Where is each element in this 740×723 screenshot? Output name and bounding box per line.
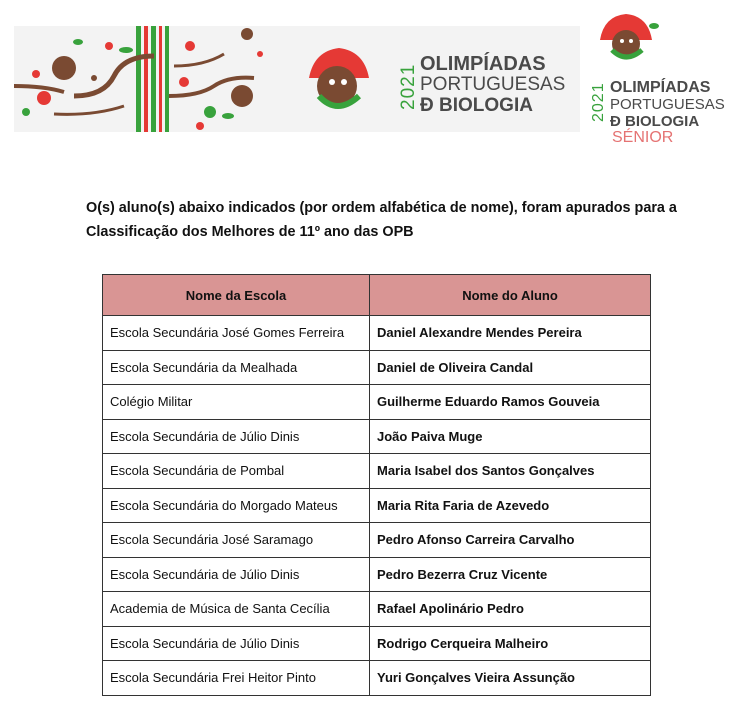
student-cell: Maria Rita Faria de Azevedo <box>370 488 651 523</box>
school-cell: Escola Secundária da Mealhada <box>103 350 370 385</box>
header-student: Nome do Aluno <box>370 275 651 316</box>
logo-subtitle: PORTUGUESAS <box>420 74 566 95</box>
school-cell: Escola Secundária José Gomes Ferreira <box>103 316 370 351</box>
logo-biologia <box>420 96 533 115</box>
school-cell: Academia de Música de Santa Cecília <box>103 592 370 627</box>
student-cell: Pedro Bezerra Cruz Vicente <box>370 557 651 592</box>
logo-biology-word: BIOLOGIA <box>439 95 533 116</box>
student-cell: Daniel de Oliveira Candal <box>370 350 651 385</box>
school-cell: Escola Secundária de Júlio Dinis <box>103 626 370 661</box>
senior-mascot-icon <box>592 8 662 64</box>
header-banner <box>14 26 580 132</box>
senior-logo-subtitle: PORTUGUESAS <box>610 96 725 113</box>
senior-logo-biology-word: BIOLOGIA <box>625 113 700 130</box>
school-cell: Escola Secundária de Pombal <box>103 454 370 489</box>
logo-senior <box>588 8 738 148</box>
student-cell: Guilherme Eduardo Ramos Gouveia <box>370 385 651 420</box>
school-cell: Escola Secundária José Saramago <box>103 523 370 558</box>
table-row <box>103 523 651 558</box>
student-cell: Daniel Alexandre Mendes Pereira <box>370 316 651 351</box>
senior-label: SÉNIOR <box>612 129 674 146</box>
student-cell: Yuri Gonçalves Vieira Assunção <box>370 661 651 696</box>
table-header-row <box>103 275 651 316</box>
table-row <box>103 626 651 661</box>
student-cell: Rafael Apolinário Pedro <box>370 592 651 627</box>
senior-logo-biologia <box>610 114 699 129</box>
table-row <box>103 592 651 627</box>
logo-year: 2021 <box>398 63 419 110</box>
table-row <box>103 488 651 523</box>
student-cell: Pedro Afonso Carreira Carvalho <box>370 523 651 558</box>
school-cell: Escola Secundária de Júlio Dinis <box>103 419 370 454</box>
school-cell: Colégio Militar <box>103 385 370 420</box>
header-school: Nome da Escola <box>103 275 370 316</box>
table-row <box>103 557 651 592</box>
table-row <box>103 661 651 696</box>
logo-title: OLIMPÍADAS <box>420 53 546 75</box>
student-cell: João Paiva Muge <box>370 419 651 454</box>
school-cell: Escola Secundária de Júlio Dinis <box>103 557 370 592</box>
student-cell: Maria Isabel dos Santos Gonçalves <box>370 454 651 489</box>
results-table <box>102 274 651 696</box>
table-row <box>103 316 651 351</box>
table-row <box>103 454 651 489</box>
intro-text: O(s) aluno(s) abaixo indicados (por ordem alfabética de nome), foram apurados para a Classificação dos Melhores de 11º ano das OPB <box>86 200 677 240</box>
table-row <box>103 385 651 420</box>
school-cell: Escola Secundária do Morgado Mateus <box>103 488 370 523</box>
table-row <box>103 419 651 454</box>
senior-logo-of-mark: Ð <box>610 113 621 130</box>
senior-logo-year: 2021 <box>590 82 607 122</box>
student-cell: Rodrigo Cerqueira Malheiro <box>370 626 651 661</box>
logo-of-mark: Ð <box>420 95 434 116</box>
logo-main <box>386 26 580 132</box>
table-row <box>103 350 651 385</box>
senior-logo-title: OLIMPÍADAS <box>610 79 711 96</box>
school-cell: Escola Secundária Frei Heitor Pinto <box>103 661 370 696</box>
